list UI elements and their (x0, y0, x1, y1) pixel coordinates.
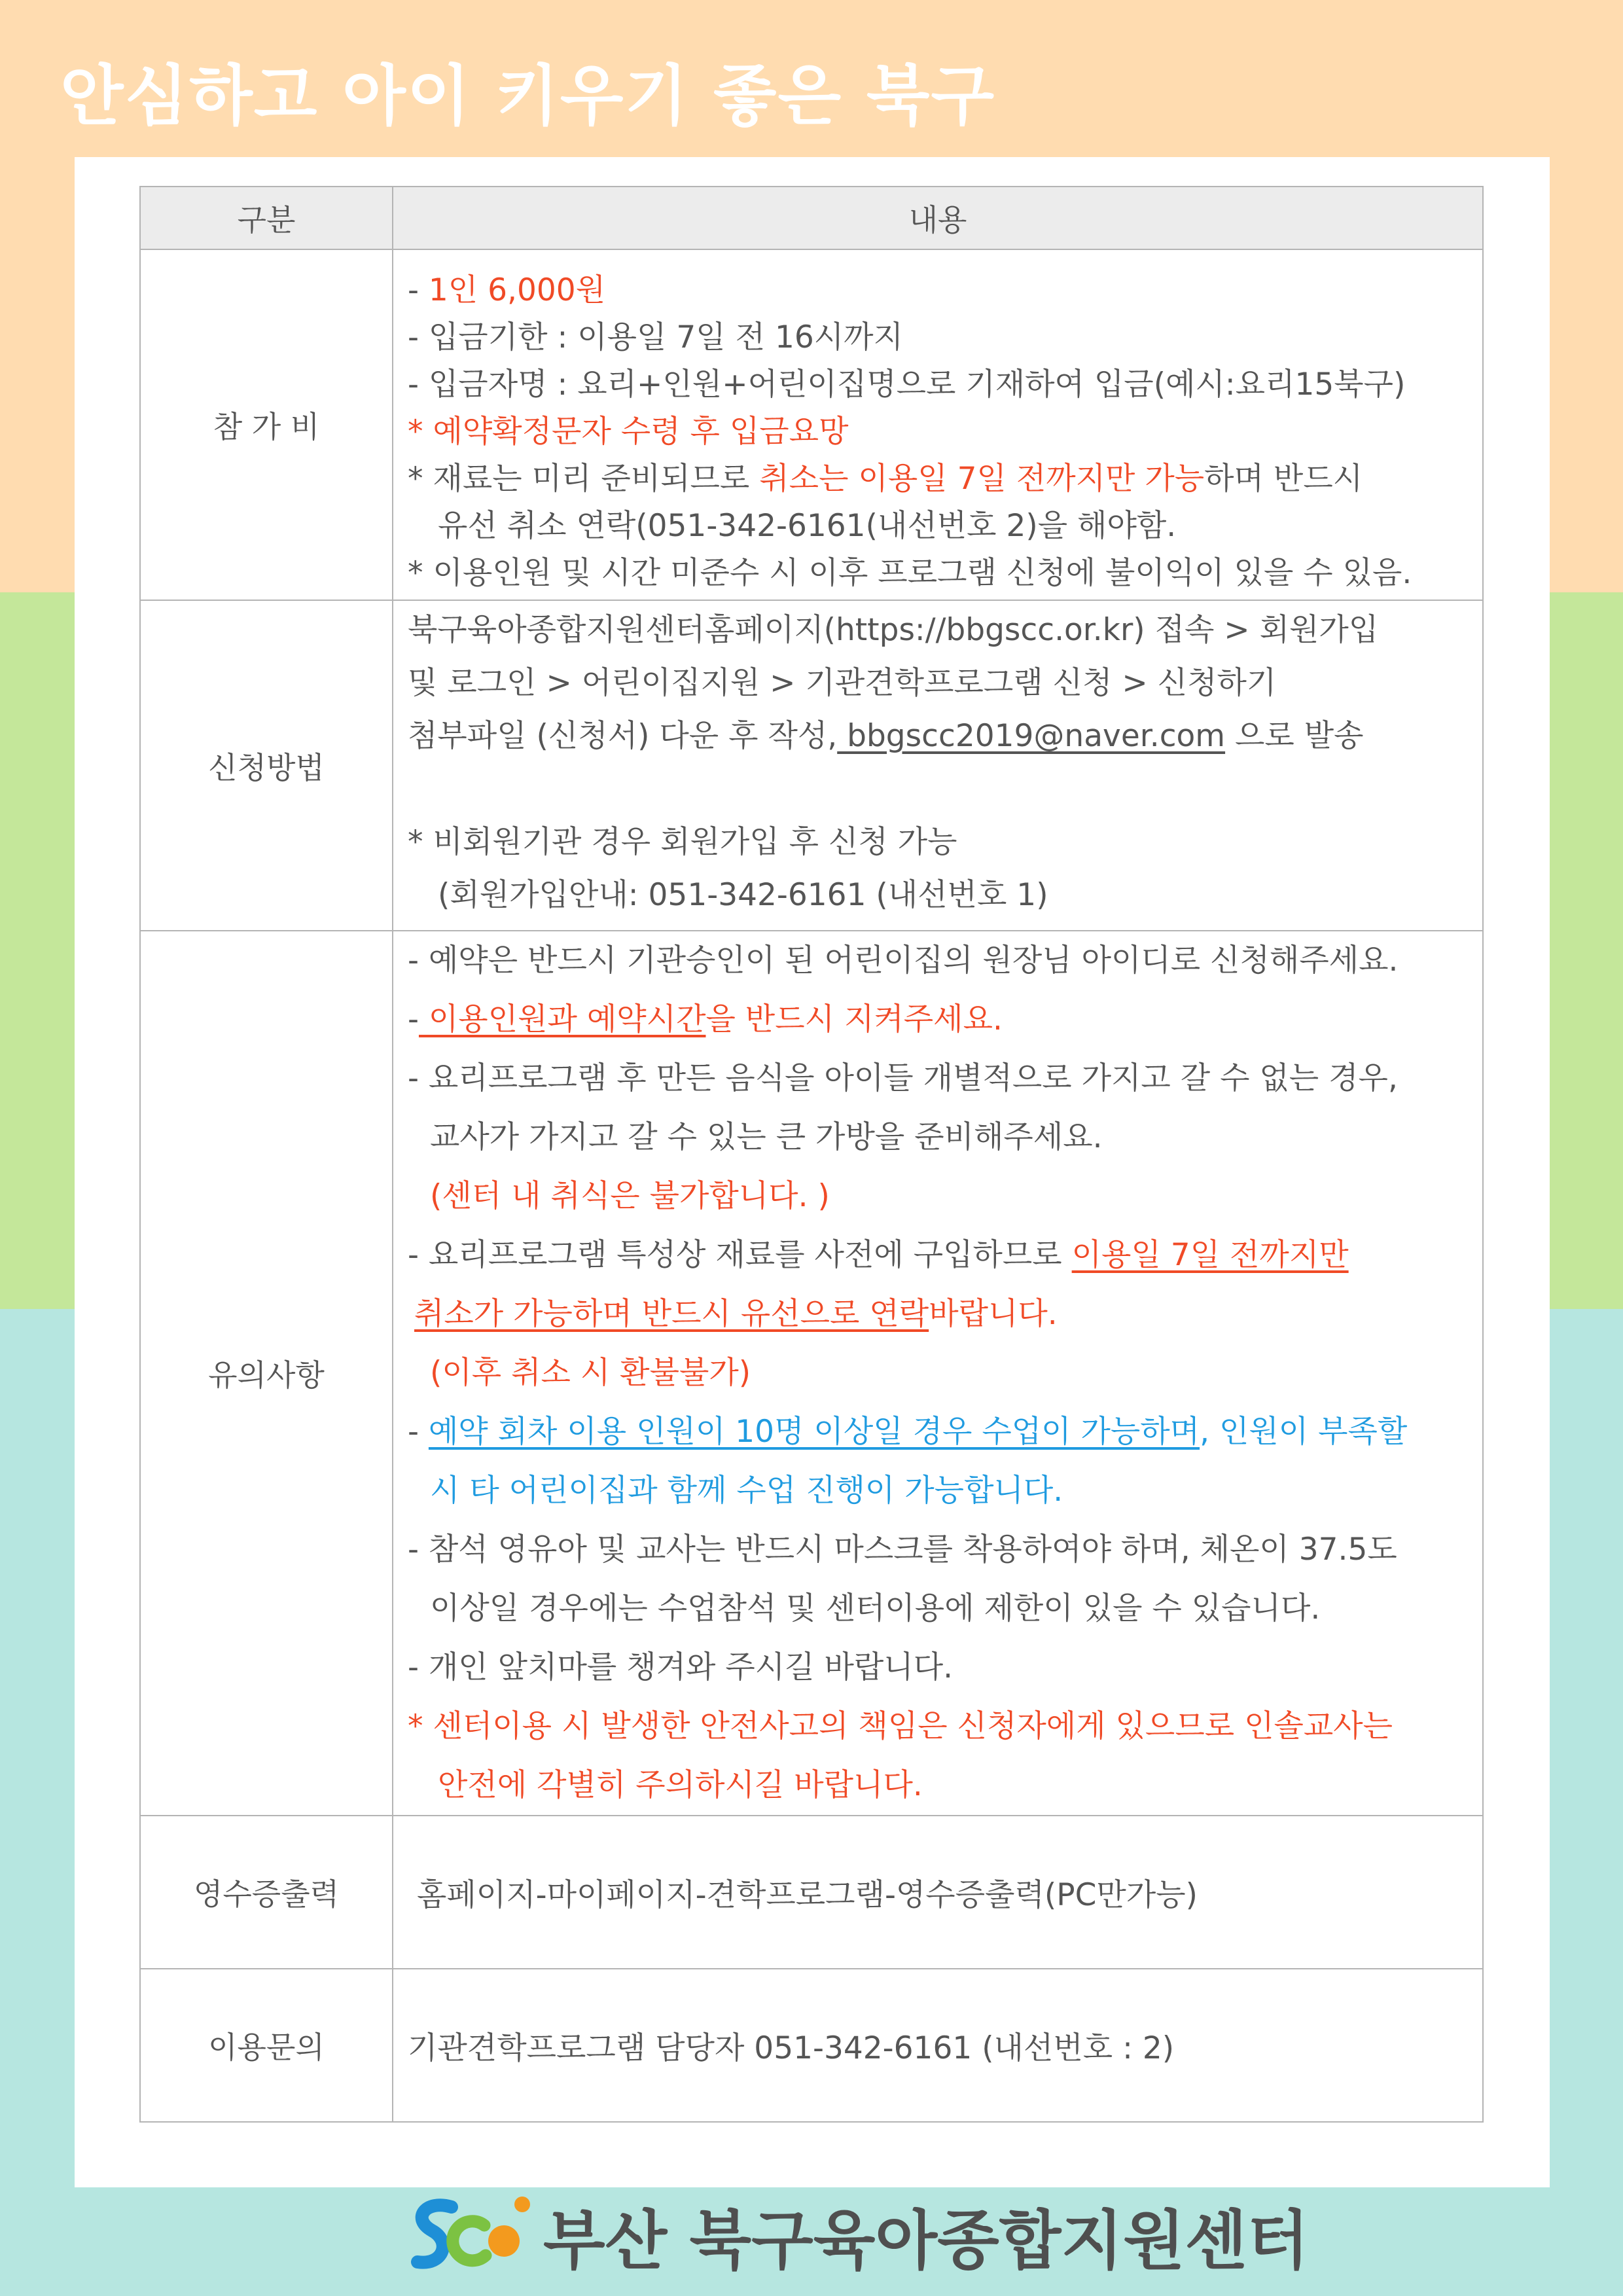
apply-row (140, 600, 1483, 931)
fee-price-line (408, 267, 1476, 314)
note-mask-line-1: - 참석 영유아 및 교사는 반드시 마스크를 착용하여야 하며, 체온이 37.5도 (408, 1532, 1397, 1568)
note-keep-time (408, 990, 1476, 1049)
note-min-participants-line-2: 시 타 어린이집과 함께 수업 진행이 가능합니다. (430, 1473, 1063, 1509)
note-cancel-highlight: 이용일 7일 전까지만 (1071, 1237, 1349, 1273)
inquiry-label: 이용문의 (140, 1969, 393, 2122)
note-cancel-line-2 (408, 1285, 1476, 1344)
receipt-path: 홈페이지-마이페이지-견학프로그램-영수증출력(PC만가능) (393, 1816, 1483, 1969)
note-min-participants-underlined: 예약 회차 이용 인원이 10명 이상일 경우 수업이 가능하며 (428, 1414, 1200, 1450)
note-min-participants-rest: , 인원이 부족할 (1200, 1414, 1408, 1450)
notes-row (140, 931, 1483, 1816)
apply-step-line-1: 북구육아종합지원센터홈페이지(https://bbgscc.or.kr) 접속 > 회원가입 (408, 612, 1379, 648)
note-no-refund: (이후 취소 시 환불불가) (430, 1355, 751, 1391)
apply-nonmember-line: * 비회원기관 경우 회원가입 후 신청 가능 (408, 824, 957, 860)
receipt-label: 영수증출력 (140, 1816, 393, 1969)
fee-cancel-suffix: 하며 반드시 (1204, 461, 1363, 497)
header-content: 내용 (393, 187, 1483, 249)
note-cancel-rest: 바랍니다. (929, 1296, 1058, 1332)
dash: - (408, 1414, 429, 1450)
note-safety-line-2: 안전에 각별히 주의하시길 바랍니다. (438, 1767, 923, 1803)
table-header-row (140, 187, 1483, 249)
fee-deadline-line: - 입금기한 : 이용일 7일 전 16시까지 (408, 319, 903, 355)
header-category: 구분 (140, 187, 393, 249)
organization-name: 부산 북구육아종합지원센터 (543, 2203, 1310, 2278)
fee-phone-line: 유선 취소 연락(051-342-6161(내선번호 2)을 해야함. (438, 508, 1177, 544)
note-keep-time-rest: 을 반드시 지켜주세요. (705, 1001, 1003, 1037)
apply-label: 신청방법 (140, 600, 393, 931)
note-cancel-text: - 요리프로그램 특성상 재료를 사전에 구입하므로 (408, 1237, 1072, 1273)
fee-label: 참 가 비 (140, 249, 393, 600)
note-cancel-line-1 (408, 1226, 1476, 1285)
note-keep-time-underlined: 이용인원과 예약시간 (418, 1001, 706, 1037)
apply-email-link[interactable]: bbgscc2019@naver.com (837, 718, 1226, 754)
program-info-table (139, 186, 1484, 2123)
apply-step-line-2: 및 로그인 > 어린이집지원 > 기관견학프로그램 신청 > 신청하기 (408, 665, 1277, 701)
note-no-eating: (센터 내 취식은 불가합니다. ) (430, 1178, 830, 1214)
fee-cancel-prefix: * 재료는 미리 준비되므로 (408, 461, 760, 497)
dash: - (408, 272, 429, 308)
apply-attachment-text: 첨부파일 (신청서) 다운 후 작성, (408, 718, 838, 754)
inquiry-contact: 기관견학프로그램 담당자 051-342-6161 (내선번호 : 2) (393, 1969, 1483, 2122)
notes-label: 유의사항 (140, 931, 393, 1816)
fee-penalty-line: * 이용인원 및 시간 미준수 시 이후 프로그램 신청에 불이익이 있을 수 있음. (408, 555, 1412, 591)
apply-send-text: 으로 발송 (1225, 718, 1364, 754)
note-safety-line-1: * 센터이용 시 발생한 안전사고의 책임은 신청자에게 있으므로 인솔교사는 (408, 1708, 1393, 1744)
apply-content (393, 600, 1483, 931)
note-min-participants-line-1 (408, 1403, 1476, 1462)
apply-attachment-line (408, 709, 1476, 762)
page-headline: 안심하고 아이 키우기 좋은 북구 (60, 58, 996, 134)
note-apron: - 개인 앞치마를 챙겨와 주시길 바랍니다. (408, 1649, 954, 1685)
fee-cancel-highlight: 취소는 이용일 7일 전까지만 가능 (759, 461, 1205, 497)
note-reservation: - 예약은 반드시 기관승인이 된 어린이집의 원장님 아이디로 신청해주세요. (408, 942, 1399, 978)
fee-price: 1인 6,000원 (428, 272, 606, 308)
inquiry-row (140, 1969, 1483, 2122)
note-mask-line-2: 이상일 경우에는 수업참석 및 센터이용에 제한이 있을 수 있습니다. (430, 1590, 1321, 1626)
fee-depositor-line: - 입금자명 : 요리+인원+어린이집명으로 기재하여 입금(예시:요리15북구) (408, 367, 1406, 403)
fee-row (140, 249, 1483, 600)
fee-content (393, 249, 1483, 600)
fee-confirm-line: * 예약확정문자 수령 후 입금요망 (408, 414, 849, 450)
spacer (408, 762, 1476, 816)
note-food-line-2: 교사가 가지고 갈 수 있는 큰 가방을 준비해주세요. (430, 1119, 1103, 1155)
footer (406, 2193, 1309, 2278)
notes-content (393, 931, 1483, 1816)
dash: - (408, 1001, 419, 1037)
fee-cancel-line (408, 456, 1476, 503)
center-logo-icon (406, 2193, 537, 2278)
note-food-line-1: - 요리프로그램 후 만든 음식을 아이들 개별적으로 가지고 갈 수 없는 경우, (408, 1060, 1398, 1096)
apply-signup-info-line: (회원가입안내: 051-342-6161 (내선번호 1) (438, 877, 1048, 913)
note-cancel-underlined: 취소가 가능하며 반드시 유선으로 연락 (414, 1296, 929, 1332)
receipt-row (140, 1816, 1483, 1969)
